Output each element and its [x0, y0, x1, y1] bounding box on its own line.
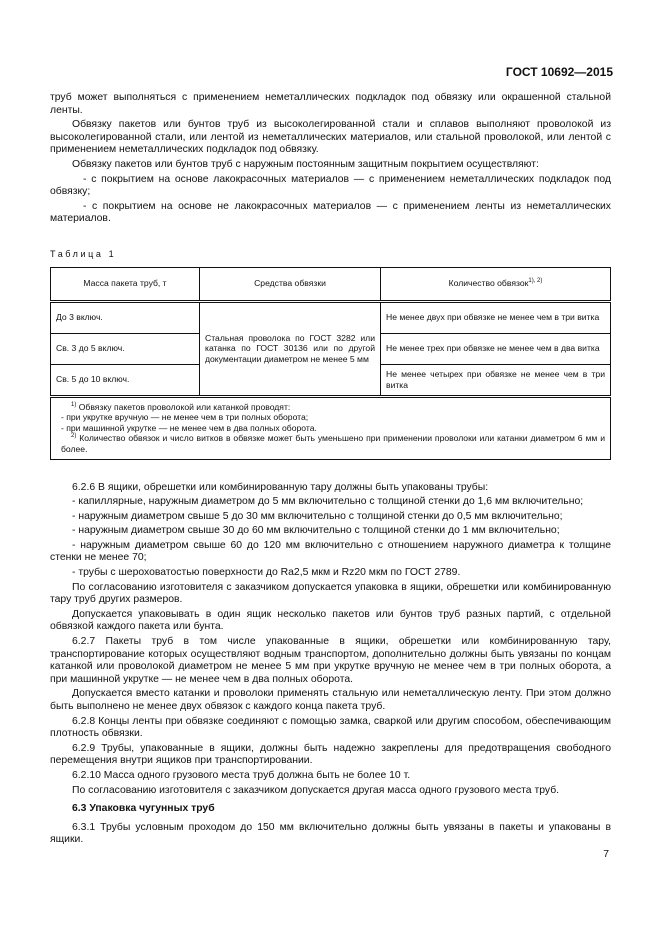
paragraph: - наружным диаметром свыше 60 до 120 мм включительно с отношением наружного диаметра к толщине стенки не менее 70; [50, 539, 611, 564]
table-row [51, 301, 611, 333]
note-1a: - при укрутке вручную — не менее чем в три полных оборота; [61, 412, 309, 423]
section-heading: 6.3 Упаковка чугунных труб [72, 803, 215, 815]
header-qty-footnote: 1), 2) [528, 278, 543, 285]
note-1-text: Обвязку пакетов проволокой или катанкой проводят: [78, 401, 291, 412]
header-mass: Масса пакета труб, т [51, 267, 200, 301]
header-means: Средства обвязки [200, 267, 381, 301]
body-paragraphs [50, 482, 611, 798]
note-2-text: Количество обвязок и число витков в обвязке может быть уменьшено при применении проволоки или катанки диаметром 6 мм и более. [61, 433, 605, 454]
paragraph: Обвязку пакетов или бунтов труб с наружным постоянным защитным покрытием осуществляют: [72, 158, 539, 170]
cell-mass: Св. 5 до 10 включ. [51, 364, 200, 396]
cell-mass: Св. 3 до 5 включ. [51, 333, 200, 364]
paragraph: Допускается упаковывать в один ящик несколько пакетов или бунтов труб разных партий, с отдельной обвязкой каждого пакета или бунта. [50, 608, 611, 633]
paragraph: труб может выполняться с применением неметаллических подкладок под обвязку или окрашенной стальной ленты. [50, 92, 611, 116]
spacer [50, 460, 611, 482]
cell-qty: Не менее двух при обвязке не менее чем в три витка [381, 301, 611, 333]
table-notes-row [51, 396, 611, 459]
paragraph: 6.2.8 Концы ленты при обвязке соединяют с помощью замка, сваркой или другим способом, обеспечивающим плотность обвязки. [50, 715, 611, 740]
paragraph: Обвязку пакетов или бунтов труб из высоколегированной стали и сплавов выполняют проволокой из высоколегированной стали, или лентой из неметаллических материалов, или стальной проволокой, или лентой с применением неметаллических подкладок под обвязку. [50, 119, 611, 156]
page-content [50, 92, 611, 849]
table-1 [50, 267, 611, 460]
cell-means: Стальная проволока по ГОСТ 3282 или катанка по ГОСТ 30136 или по другой документации диаметром не менее 5 мм [200, 301, 381, 396]
paragraph: - капиллярные, наружным диаметром до 5 мм включительно с толщиной стенки до 1,6 мм включительно; [72, 496, 584, 508]
list-item: - с покрытием на основе лакокрасочных материалов — с применением неметаллических подкладок под обвязку; [50, 173, 611, 198]
table-notes [51, 396, 611, 459]
cell-qty: Не менее трех при обвязке не менее чем в два витка [381, 333, 611, 364]
paragraph: 6.3.1 Трубы условным проходом до 150 мм включительно должны быть увязаны в пакеты и упакованы в ящики. [50, 821, 611, 846]
paragraph: Допускается вместо катанки и проволоки применять стальную или неметаллическую ленту. При этом должно быть выполнено не менее двух обвязок с каждого конца пакета труб. [50, 688, 611, 712]
paragraph: - трубы с шероховатостью поверхности до Ra2,5 мкм и Rz20 мкм по ГОСТ 2789. [72, 567, 461, 579]
list-item: - с покрытием на основе не лакокрасочных материалов — с применением ленты из неметаллических материалов. [50, 200, 611, 225]
paragraph: - наружным диаметром свыше 30 до 60 мм включительно с толщиной стенки до 1 мм включительно; [72, 525, 560, 537]
note-1 [61, 402, 605, 413]
note-2 [61, 433, 605, 454]
paragraph: 6.2.7 Пакеты труб в том числе упакованные в ящики, обрешетки или комбинированную тару, транспортирование которых осуществляют водным транспортом, дополнительно должны быть увязаны по концам катанкой или проволокой диаметром не менее 5 мм при укрутке вручную не менее чем в три полных оборота, а при машинной укрутке — не менее чем в два полных оборота. [50, 636, 611, 685]
paragraph: По согласованию изготовителя с заказчиком допускается другая масса одного грузового места труб. [72, 784, 560, 796]
note-1-mark: 1) [71, 401, 77, 408]
table-header-row [51, 267, 611, 301]
cell-qty: Не менее четырех при обвязке не менее чем в три витка [381, 364, 611, 396]
page-number: 7 [603, 849, 609, 860]
note-2-mark: 2) [71, 433, 77, 440]
cell-mass: До 3 включ. [51, 301, 200, 333]
paragraph: 6.2.9 Трубы, упакованные в ящики, должны быть надежно закреплены для предотвращения свободного перемещения внутри ящиков при транспортировании. [50, 742, 611, 767]
paragraph: 6.2.10 Масса одного грузового места труб должна быть не более 10 т. [72, 769, 411, 781]
header-qty [381, 267, 611, 301]
paragraph: 6.2.6 В ящики, обрешетки или комбинированную тару должны быть упакованы трубы: [72, 481, 489, 493]
header-qty-label: Количество обвязок [448, 278, 529, 289]
table-caption: Таблица 1 [50, 248, 117, 259]
paragraph: По согласованию изготовителя с заказчиком допускается упаковка в ящики, обрешетки или комбинированную тару труб других размеров. [50, 581, 611, 606]
document-header: ГОСТ 10692—2015 [505, 65, 613, 79]
paragraph: - наружным диаметром свыше 5 до 30 мм включительно с толщиной стенки до 0,5 мм включительно; [72, 510, 563, 522]
note-1b: - при машинной укрутке — не менее чем в два полных оборота. [61, 422, 317, 433]
